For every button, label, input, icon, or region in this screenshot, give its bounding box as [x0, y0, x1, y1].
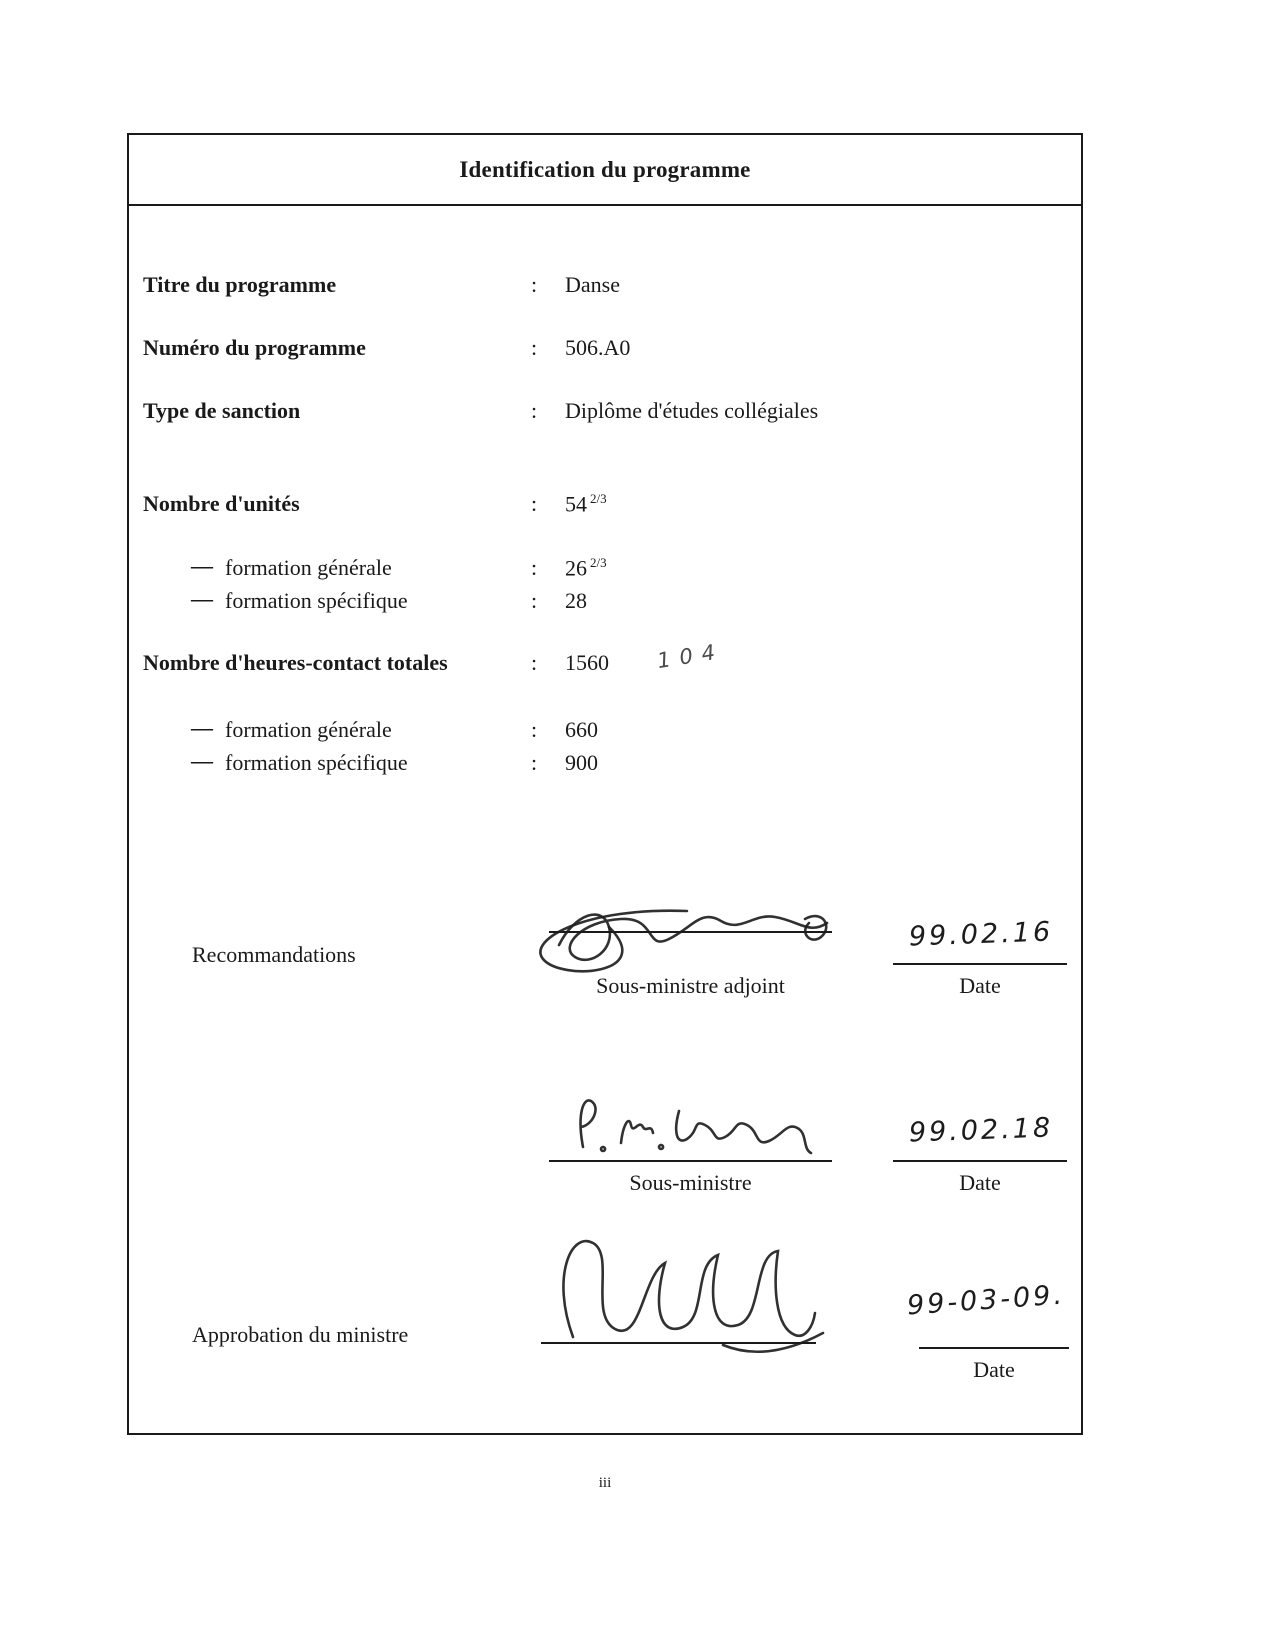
signature-caption: Sous-ministre [629, 1170, 752, 1195]
field-label: formation spécifique [225, 588, 408, 613]
field-row-unites [129, 491, 1081, 523]
field-label: Nombre d'heures-contact totales [143, 650, 448, 675]
field-row-numero [129, 335, 1081, 367]
field-value [565, 555, 607, 581]
field-value [565, 491, 607, 517]
page-title: Identification du programme [129, 135, 1081, 206]
field-row-titre [129, 272, 1081, 304]
field-label: formation générale [225, 717, 392, 742]
handwritten-date: 99.02.18 [908, 1112, 1054, 1149]
field-colon: : [531, 491, 538, 516]
handwritten-date: 99.02.16 [908, 916, 1054, 953]
field-colon: : [531, 588, 538, 613]
field-row-unites-specifique [129, 588, 1081, 620]
field-label: Type de sanction [143, 398, 301, 423]
date-line [893, 1160, 1067, 1162]
signature-line [549, 1160, 832, 1162]
field-value-number: 26 [565, 555, 587, 581]
field-row-heures [129, 638, 1081, 682]
handwritten-signature [557, 1081, 817, 1166]
field-label: Nombre d'unités [143, 491, 300, 516]
field-value: 1560 [565, 650, 609, 675]
section-label-approbation: Approbation du ministre [192, 1322, 409, 1347]
handwritten-signature [517, 883, 847, 983]
field-colon: : [531, 398, 538, 423]
field-value: 900 [565, 750, 598, 775]
dash-bullet: — [191, 586, 213, 611]
dash-bullet: — [191, 715, 213, 740]
date-label: Date [959, 1170, 1001, 1195]
field-row-heures-specifique [129, 750, 1081, 782]
page-number: iii [598, 1475, 612, 1491]
field-value: Diplôme d'études collégiales [565, 398, 819, 423]
field-value: 506.A0 [565, 335, 631, 360]
field-value-superscript: 2/3 [590, 555, 607, 570]
handwritten-annotation: 104 [655, 638, 726, 674]
signature-caption: Sous-ministre adjoint [596, 973, 785, 998]
field-value: 28 [565, 588, 587, 613]
date-line [893, 963, 1067, 965]
date-label: Date [959, 973, 1001, 998]
field-label: Numéro du programme [143, 335, 366, 360]
field-value: Danse [565, 272, 620, 297]
field-colon: : [531, 272, 538, 297]
field-value: 660 [565, 717, 598, 742]
field-colon: : [531, 717, 538, 742]
handwritten-signature [527, 1215, 837, 1360]
field-label: formation spécifique [225, 750, 408, 775]
date-label: Date [973, 1357, 1015, 1382]
handwritten-date: 99-03-09. [906, 1279, 1066, 1322]
signature-line [541, 1342, 816, 1344]
field-colon: : [531, 555, 538, 580]
field-colon: : [531, 650, 538, 675]
field-value-superscript: 2/3 [590, 491, 607, 506]
field-row-sanction [129, 398, 1081, 430]
section-label-recommandations: Recommandations [192, 942, 356, 967]
dash-bullet: — [191, 748, 213, 773]
dash-bullet: — [191, 553, 213, 578]
field-row-unites-generale [129, 555, 1081, 587]
document-frame [127, 133, 1083, 1435]
field-colon: : [531, 750, 538, 775]
field-value-number: 54 [565, 491, 587, 517]
field-row-heures-generale [129, 717, 1081, 749]
signature-line [549, 931, 832, 933]
date-line [919, 1347, 1069, 1349]
field-label: formation générale [225, 555, 392, 580]
field-label: Titre du programme [143, 272, 337, 297]
field-colon: : [531, 335, 538, 360]
